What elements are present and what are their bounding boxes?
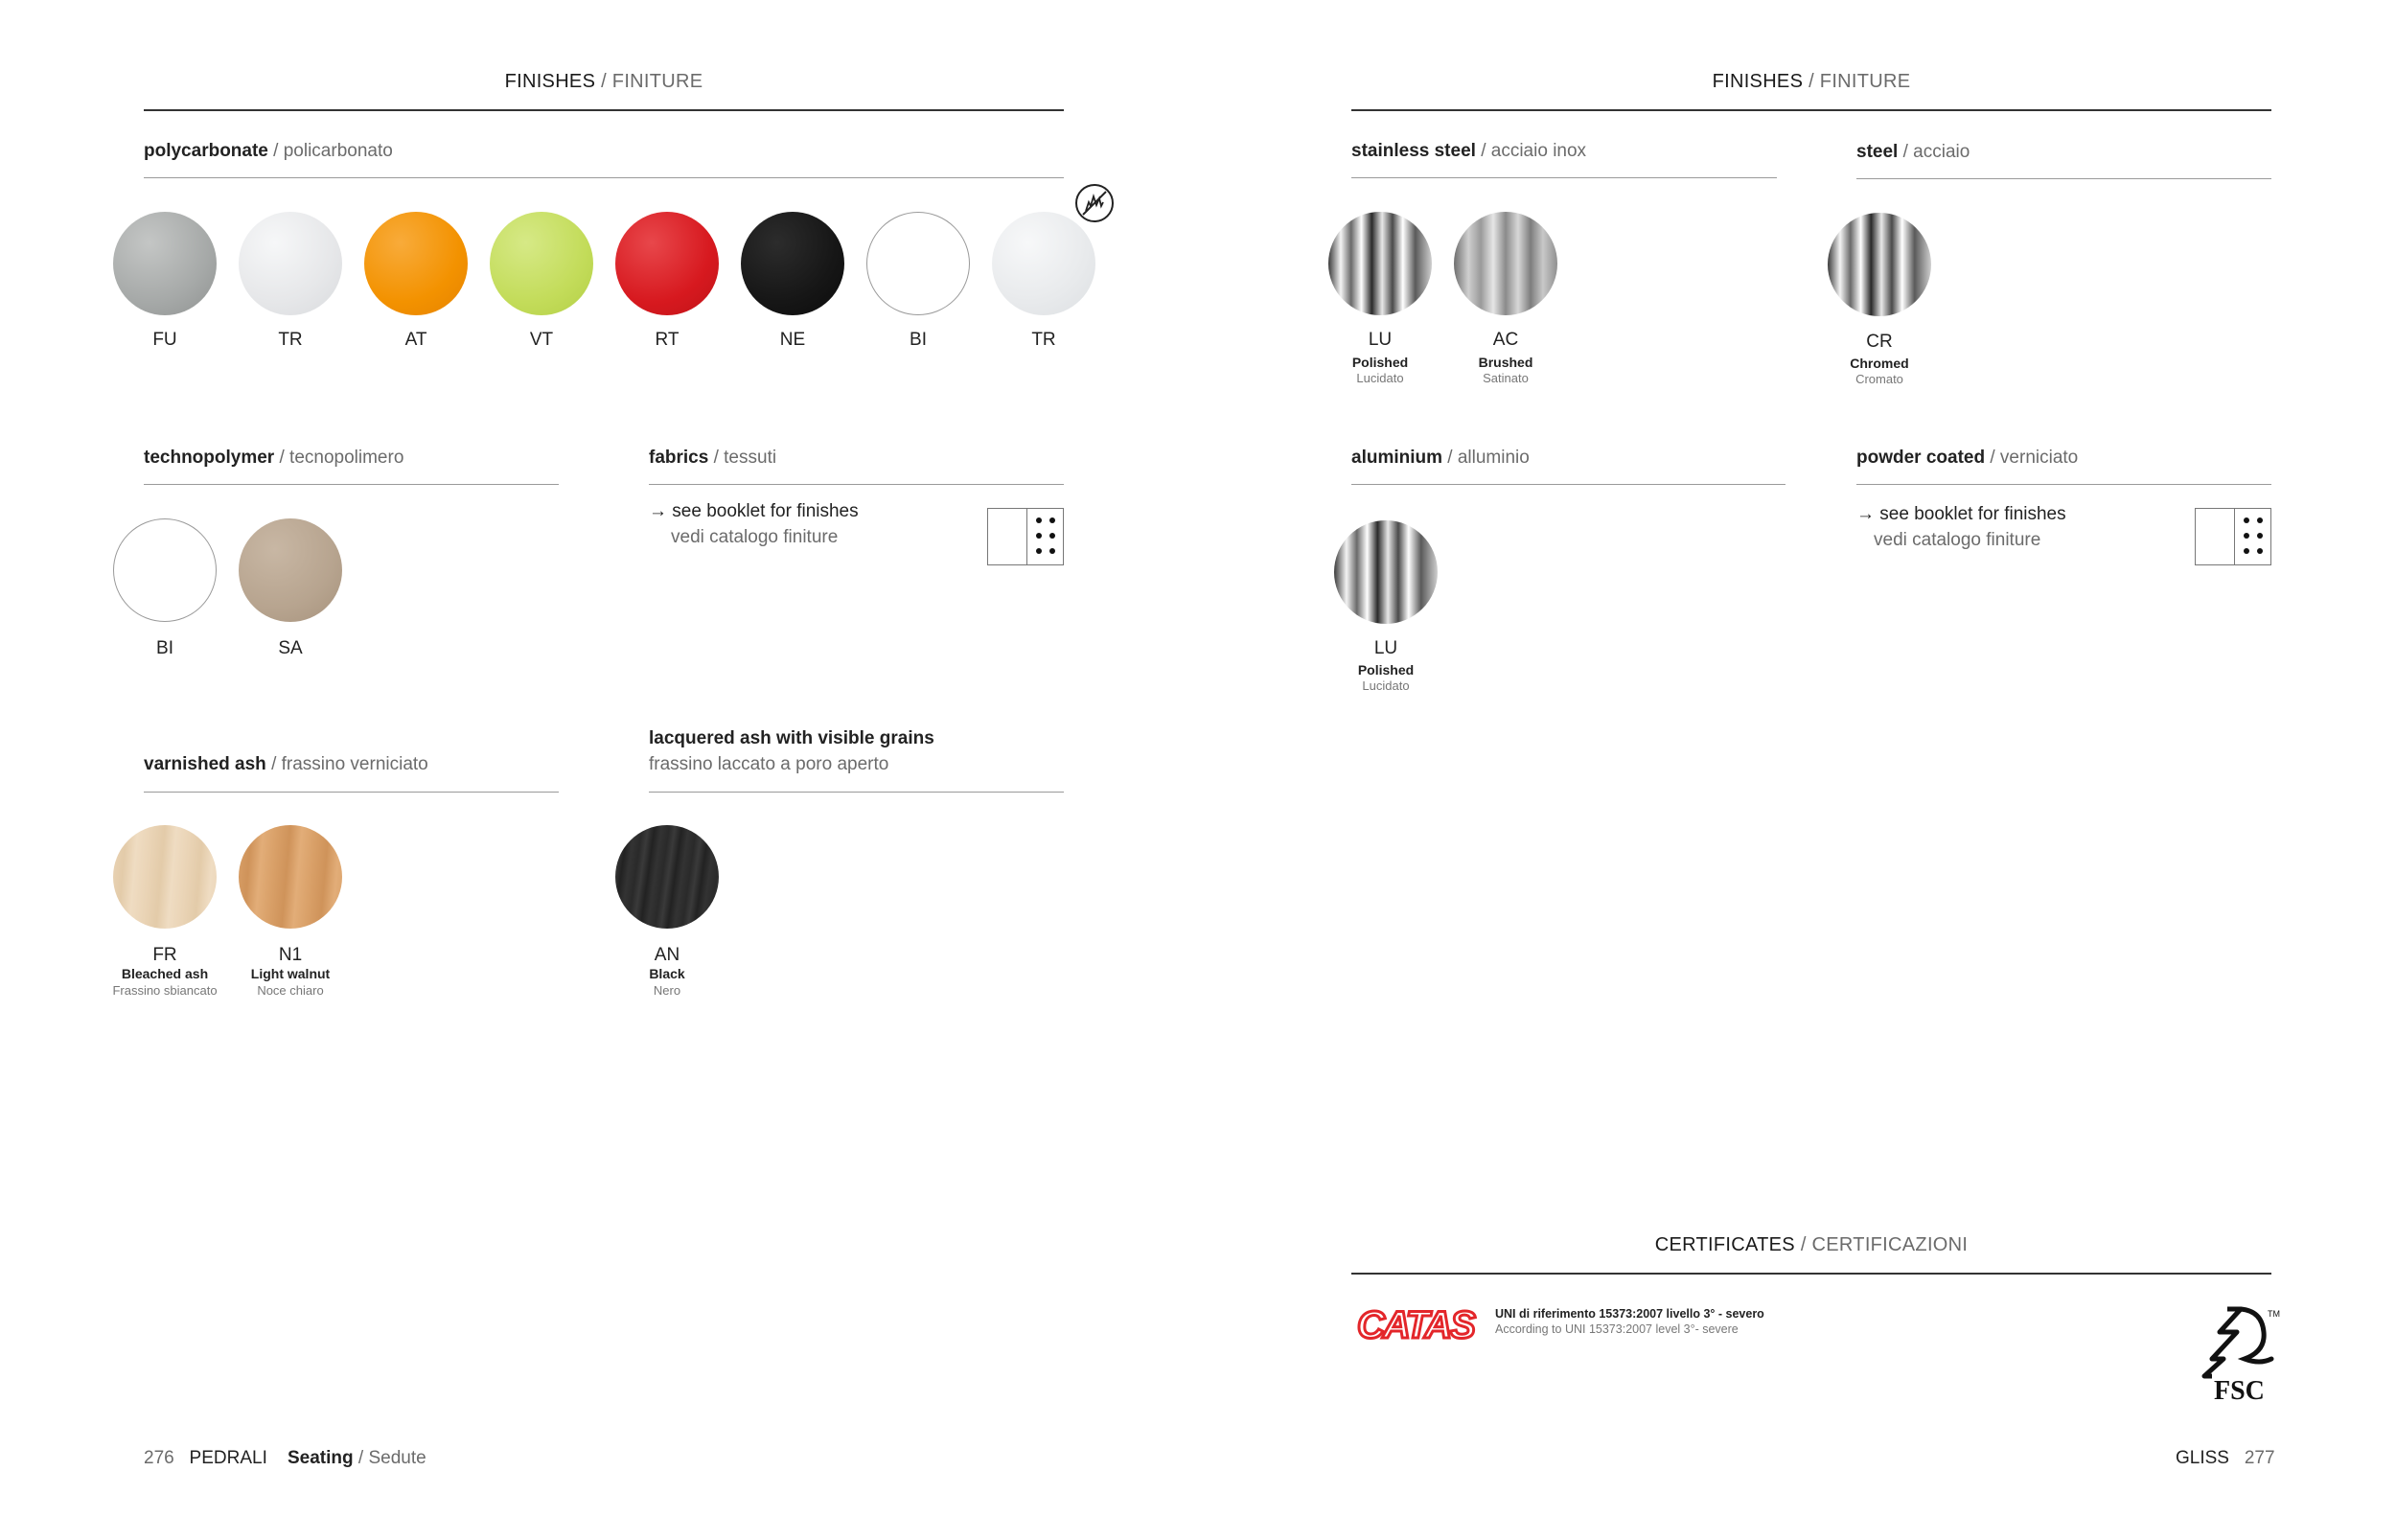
swatch-name-it: Frassino sbiancato xyxy=(112,983,218,998)
varnished-ash-heading: varnished ash / frassino verniciato xyxy=(144,754,428,774)
swatch-rt[interactable] xyxy=(615,212,719,315)
swatch-sa[interactable] xyxy=(239,518,342,622)
catas-logo xyxy=(1355,1301,1478,1345)
powder-booklet-link-it: vedi catalogo finiture xyxy=(1874,530,2041,550)
stainless-steel-heading: stainless steel / acciaio inox xyxy=(1351,141,1587,161)
lacquered-ash-rule xyxy=(649,792,1064,793)
steel-rule xyxy=(1856,178,2271,179)
left-footer: 276 PEDRALI Seating / Sedute xyxy=(144,1448,426,1468)
aluminium-heading: aluminium / alluminio xyxy=(1351,448,1530,468)
swatch-cr-chromed[interactable] xyxy=(1828,213,1931,316)
swatch-code: VT xyxy=(529,330,554,350)
swatch-name: Brushed xyxy=(1478,355,1533,370)
swatch-code: TR xyxy=(278,330,303,350)
swatch-code: FU xyxy=(152,330,177,350)
aluminium-rule xyxy=(1351,484,1785,485)
swatch-code: AN xyxy=(654,945,680,965)
swatch-an[interactable] xyxy=(615,825,719,929)
stainless-steel-rule xyxy=(1351,177,1777,178)
lacquered-ash-heading-it: frassino laccato a poro aperto xyxy=(649,754,889,774)
swatch-code: LU xyxy=(1373,638,1398,658)
swatch-name: Polished xyxy=(1351,355,1409,370)
technopolymer-rule xyxy=(144,484,559,485)
certificates-title: CERTIFICATES / CERTIFICAZIONI xyxy=(1654,1234,1969,1255)
swatch-code: AT xyxy=(404,330,427,350)
swatch-code: TR xyxy=(1031,330,1056,350)
swatch-code: SA xyxy=(278,638,303,658)
swatch-name: Polished xyxy=(1357,662,1415,678)
swatch-code: LU xyxy=(1368,330,1393,350)
fabrics-rule xyxy=(649,484,1064,485)
polycarbonate-heading: polycarbonate / policarbonato xyxy=(144,141,393,161)
swatch-name: Black xyxy=(649,966,685,981)
swatch-name: Chromed xyxy=(1850,356,1909,371)
swatch-vt[interactable] xyxy=(490,212,593,315)
lacquered-ash-heading: lacquered ash with visible grains xyxy=(649,728,934,748)
swatch-name: Bleached ash xyxy=(121,966,209,981)
swatch-name-it: Nero xyxy=(653,983,681,998)
swatch-bi[interactable] xyxy=(866,212,970,315)
fsc-text: FSC xyxy=(2214,1376,2265,1405)
booklet-icon xyxy=(2195,508,2271,565)
swatch-code: BI xyxy=(910,330,927,350)
left-title-rule xyxy=(144,109,1064,111)
swatch-code: RT xyxy=(655,330,680,350)
swatch-name: Light walnut xyxy=(250,966,331,981)
swatch-code: CR xyxy=(1866,332,1893,352)
swatch-lu-polished[interactable] xyxy=(1328,212,1432,315)
powder-booklet-link[interactable]: → see booklet for finishes xyxy=(1856,504,2066,524)
swatch-name-it: Cromato xyxy=(1855,372,1903,386)
booklet-icon xyxy=(987,508,1064,565)
fire-retardant-icon xyxy=(1073,182,1116,224)
swatch-name-it: Lucidato xyxy=(1362,678,1410,693)
swatch-code: BI xyxy=(156,638,173,658)
swatch-ac-brushed[interactable] xyxy=(1454,212,1557,315)
swatch-code: AC xyxy=(1492,330,1519,350)
fsc-tm: TM xyxy=(2268,1309,2280,1319)
swatch-fr[interactable] xyxy=(113,825,217,929)
fsc-logo xyxy=(2200,1303,2281,1405)
product-name: GLISS xyxy=(2176,1448,2229,1468)
swatch-name-it: Noce chiaro xyxy=(257,983,324,998)
varnished-ash-rule xyxy=(144,792,559,793)
swatch-tr-2[interactable] xyxy=(992,212,1095,315)
certificates-rule xyxy=(1351,1273,2271,1275)
swatch-bi[interactable] xyxy=(113,518,217,622)
technopolymer-heading: technopolymer / tecnopolimero xyxy=(144,448,404,468)
right-footer: GLISS 277 xyxy=(2176,1448,2275,1468)
right-title-rule xyxy=(1351,109,2271,111)
swatch-code: N1 xyxy=(278,945,303,965)
brand-name: PEDRALI xyxy=(189,1448,267,1468)
swatch-at[interactable] xyxy=(364,212,468,315)
swatch-ne[interactable] xyxy=(741,212,844,315)
swatch-name-it: Satinato xyxy=(1483,371,1529,385)
right-page-title: FINISHES / FINITURE xyxy=(1712,71,1911,92)
swatch-code: NE xyxy=(779,330,806,350)
catas-logo-text: CATAS xyxy=(1357,1304,1474,1345)
polycarbonate-rule xyxy=(144,177,1064,178)
swatch-code: FR xyxy=(152,945,177,965)
powder-coated-rule xyxy=(1856,484,2271,485)
powder-coated-heading: powder coated / verniciato xyxy=(1856,448,2079,468)
swatch-tr[interactable] xyxy=(239,212,342,315)
swatch-name-it: Lucidato xyxy=(1356,371,1404,385)
swatch-lu-polished[interactable] xyxy=(1334,520,1438,624)
left-page-title: FINISHES / FINITURE xyxy=(504,71,703,92)
fabrics-booklet-link-it: vedi catalogo finiture xyxy=(671,527,839,547)
catas-text: UNI di riferimento 15373:2007 livello 3° - severo According to UNI 15373:2007 level 3°- severe xyxy=(1495,1307,1764,1336)
steel-heading: steel / acciaio xyxy=(1856,142,1970,162)
fabrics-heading: fabrics / tessuti xyxy=(649,448,777,468)
swatch-n1[interactable] xyxy=(239,825,342,929)
swatch-fu[interactable] xyxy=(113,212,217,315)
fabrics-booklet-link[interactable]: → see booklet for finishes xyxy=(649,501,859,521)
